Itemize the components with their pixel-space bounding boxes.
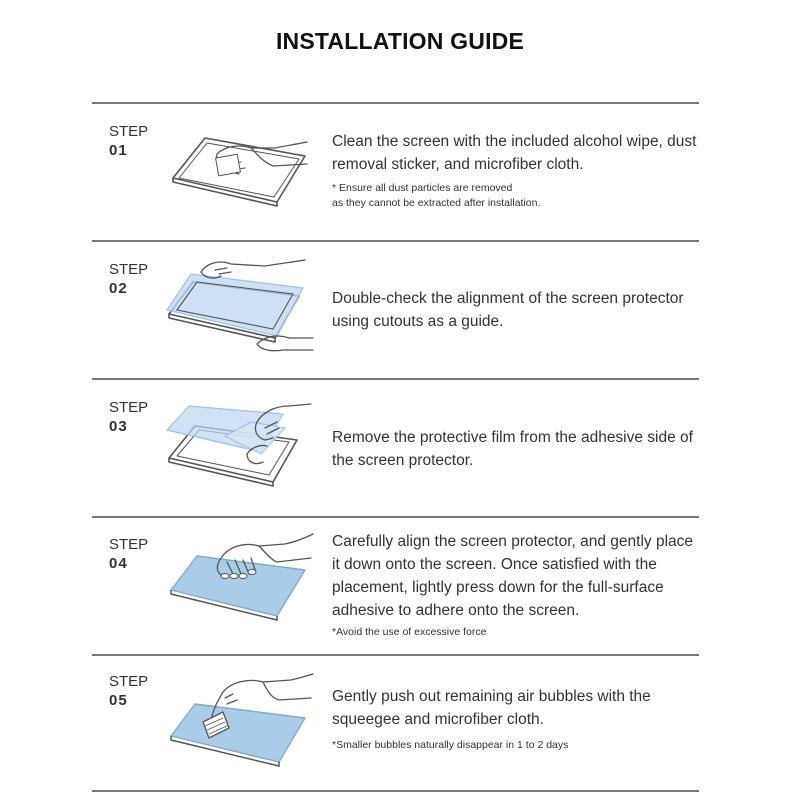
divider (92, 378, 699, 380)
divider (92, 516, 699, 518)
step-02-text: Double-check the alignment of the screen protector using cutouts as a guide. (332, 290, 684, 330)
divider (92, 102, 699, 104)
step-03-text: Remove the protective film from the adhesive side of the screen protector. (332, 429, 693, 469)
divider (92, 654, 699, 656)
step-number: 01 (109, 142, 128, 159)
step-03-label (109, 398, 148, 436)
step-word: STEP (109, 399, 149, 416)
tablet-wipe-icon (165, 118, 315, 228)
divider (92, 790, 699, 792)
step-01-label (109, 122, 148, 160)
step-05-label (109, 672, 148, 710)
step-number: 05 (109, 692, 128, 709)
step-number: 02 (109, 280, 128, 297)
tablet-align-icon (165, 252, 315, 362)
film-peel-icon (165, 392, 315, 502)
step-word: STEP (109, 123, 149, 140)
divider (92, 240, 699, 242)
step-number: 04 (109, 555, 128, 572)
step-02-label (109, 260, 148, 298)
step-04-label (109, 535, 148, 573)
step-word: STEP (109, 673, 149, 690)
step-04-note: *Avoid the use of excessive force (332, 626, 487, 638)
step-01-note: * Ensure all dust particles are removed as they cannot be extracted after installation. (332, 182, 541, 209)
step-word: STEP (109, 261, 149, 278)
squeegee-icon (165, 672, 315, 782)
step-01-text: Clean the screen with the included alcohol wipe, dust removal sticker, and microfiber cloth. (332, 133, 697, 173)
step-word: STEP (109, 536, 149, 553)
step-05-text: Gently push out remaining air bubbles with the squeegee and microfiber cloth. (332, 688, 651, 728)
step-04-text: Carefully align the screen protector, and gently place it down onto the screen. Once satisfied with the placement, lightly press down for the full-surface adhesive to adhere onto the screen. (332, 533, 694, 619)
step-05-note: *Smaller bubbles naturally disappear in 1 to 2 days (332, 739, 569, 751)
page-title: INSTALLATION GUIDE (275, 28, 525, 54)
step-number: 03 (109, 418, 128, 435)
tablet-press-icon (165, 528, 315, 638)
